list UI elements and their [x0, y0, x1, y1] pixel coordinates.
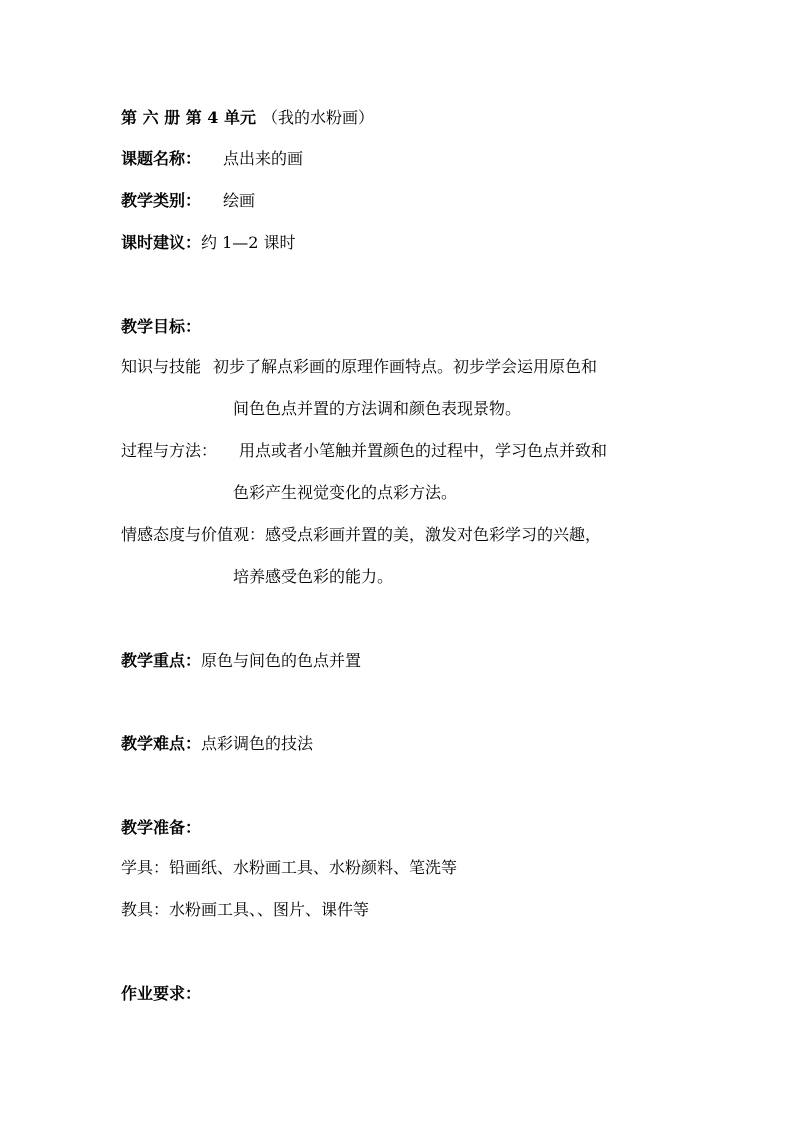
- teacher-tools-value: 水粉画工具、、图片、课件等: [169, 900, 370, 919]
- key-point-row: [121, 650, 361, 672]
- teacher-tools-row: [121, 899, 369, 921]
- hours-value: 约 1—2 课时: [201, 233, 296, 252]
- difficulty-label: 教学难点：: [121, 734, 202, 753]
- student-tools-label: 学具：: [121, 858, 170, 877]
- topic-row: [121, 148, 303, 170]
- knowledge-line1: 初步了解点彩画的原理作画特点。初步学会运用原色和: [213, 357, 598, 376]
- hours-row: [121, 232, 296, 254]
- knowledge-row: [121, 356, 597, 378]
- process-row: [121, 440, 607, 462]
- category-label: 教学类别：: [121, 191, 202, 210]
- hours-label: 课时建议：: [121, 233, 202, 252]
- topic-label: 课题名称：: [121, 149, 202, 168]
- unit-label: 第 六 册 第 4 单元: [121, 108, 256, 127]
- knowledge-line2: 间色色点并置的方法调和颜色表现景物。: [233, 399, 522, 418]
- teacher-tools-label: 教具：: [121, 900, 170, 919]
- emotion-line2: 培养感受色彩的能力。: [233, 567, 394, 586]
- difficulty-value: 点彩调色的技法: [201, 734, 314, 753]
- key-point-label: 教学重点：: [121, 651, 202, 670]
- difficulty-row: [121, 733, 313, 755]
- emotion-label: 情感态度与价值观：: [121, 525, 266, 544]
- student-tools-value: 铅画纸、水粉画工具、水粉颜料、笔洗等: [169, 858, 458, 877]
- process-line2: 色彩产生视觉变化的点彩方法。: [233, 483, 458, 502]
- preparation-heading: 教学准备：: [121, 818, 202, 837]
- key-point-value: 原色与间色的色点并置: [201, 651, 362, 670]
- goals-heading: 教学目标：: [121, 317, 202, 336]
- homework-heading: 作业要求：: [121, 984, 202, 1003]
- emotion-line1: 感受点彩画并置的美，激发对色彩学习的兴趣，: [265, 525, 602, 544]
- emotion-row: [121, 524, 601, 546]
- topic-value: 点出来的画: [223, 149, 304, 168]
- student-tools-row: [121, 857, 457, 879]
- category-value: 绘画: [223, 191, 256, 210]
- process-label: 过程与方法：: [121, 441, 218, 460]
- process-line1: 用点或者小笔触并置颜色的过程中，学习色点并致和: [239, 441, 608, 460]
- category-row: [121, 190, 255, 212]
- unit-paren: （我的水粉画）: [262, 108, 375, 127]
- knowledge-label: 知识与技能: [121, 357, 202, 376]
- unit-header: [121, 107, 374, 129]
